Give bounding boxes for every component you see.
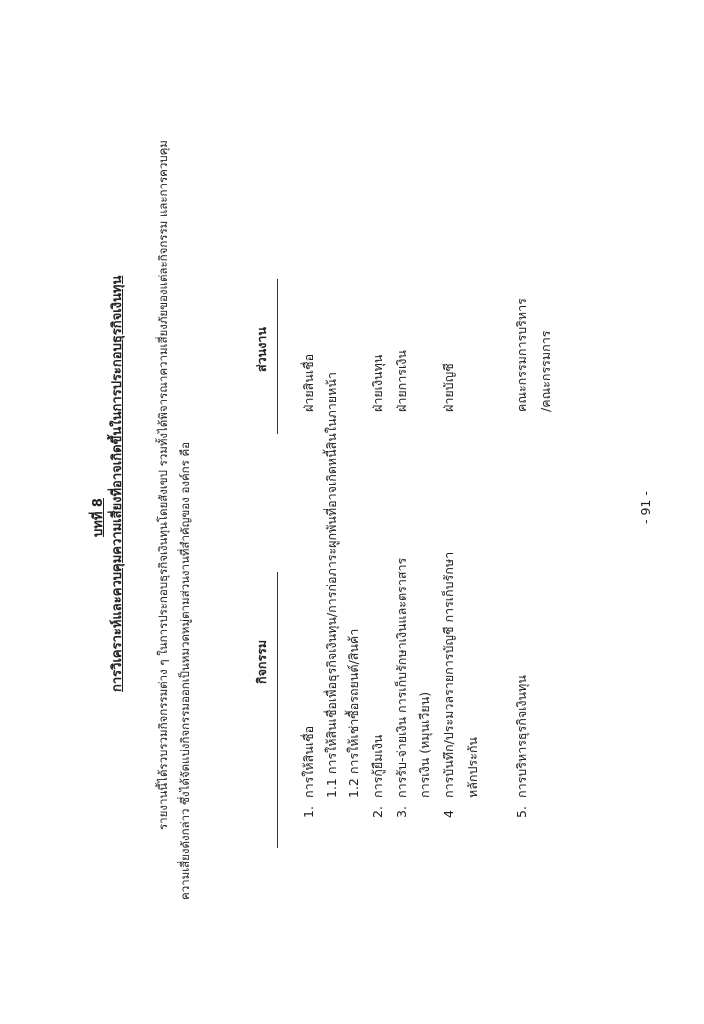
row-activity: การกู้ยืมเงิน <box>370 734 385 798</box>
header-underline-activity <box>277 572 278 848</box>
row-department: ฝ่ายการเงิน <box>394 350 409 412</box>
row-activity: 1.2 การให้เช่าซื้อรถยนต์/สินค้า <box>346 628 361 798</box>
header-underline-department <box>277 279 278 434</box>
row-department: ฝ่ายสินเชื่อ <box>301 353 316 412</box>
row-department: /คณะกรรมการ <box>538 330 553 412</box>
row-number: 4 <box>441 810 456 818</box>
intro-line-2: ความเสี่ยงดังกล่าว ซึ่งได้จัดแบ่งกิจกรรมออกเป็นหมวดหมู่ตามส่วนงานที่สำคัญของ องค์กร คือ <box>178 441 192 900</box>
table-header-activity: กิจกรรม <box>254 639 269 684</box>
page-number: - 91 - <box>638 491 653 524</box>
row-activity: การรับ-จ่ายเงิน การเก็บรักษาเงินและตราสาร <box>394 557 409 798</box>
row-department: ฝ่ายบัญชี <box>441 363 456 412</box>
row-department: คณะกรรมการบริหาร <box>514 298 529 412</box>
row-number: 1. <box>301 806 316 818</box>
row-activity: หลักประกัน <box>465 737 480 798</box>
row-number: 2. <box>370 806 385 818</box>
chapter-subtitle: การวิเคราะห์และควบคุมความเสี่ยงที่อาจเกิดขึ้นในการประกอบธุรกิจเงินทุน <box>110 275 125 692</box>
row-number: 5. <box>514 806 529 818</box>
row-department: ฝ่ายเงินทุน <box>370 354 385 412</box>
table-header-department: ส่วนงาน <box>254 327 269 372</box>
intro-line-1: รายงานนี้ได้รวบรวมกิจกรรมต่าง ๆ ในการประกอบธุรกิจเงินทุนโดยสังเขป รวมทั้งได้พิจารณาความเสี่ยงภัยของแต่ละกิจกรรม และการควบคุม <box>156 140 170 830</box>
row-activity: การบริหารธุรกิจเงินทุน <box>514 675 529 798</box>
row-activity: การให้สินเชื่อ <box>301 725 316 798</box>
chapter-title: บทที่ 8 <box>91 498 106 537</box>
row-number: 3. <box>394 806 409 818</box>
row-activity: การบันทึก/ประมวลรายการบัญชี การเก็บรักษา <box>441 551 456 798</box>
row-activity: 1.1 การให้สินเชื่อเพื่อธุรกิจเงินทุน/การก่อภาระผูกพันที่อาจเกิดหนี้สินในภายหน้า <box>324 372 339 798</box>
row-activity: การเงิน (หมุนเวียน) <box>417 691 432 798</box>
